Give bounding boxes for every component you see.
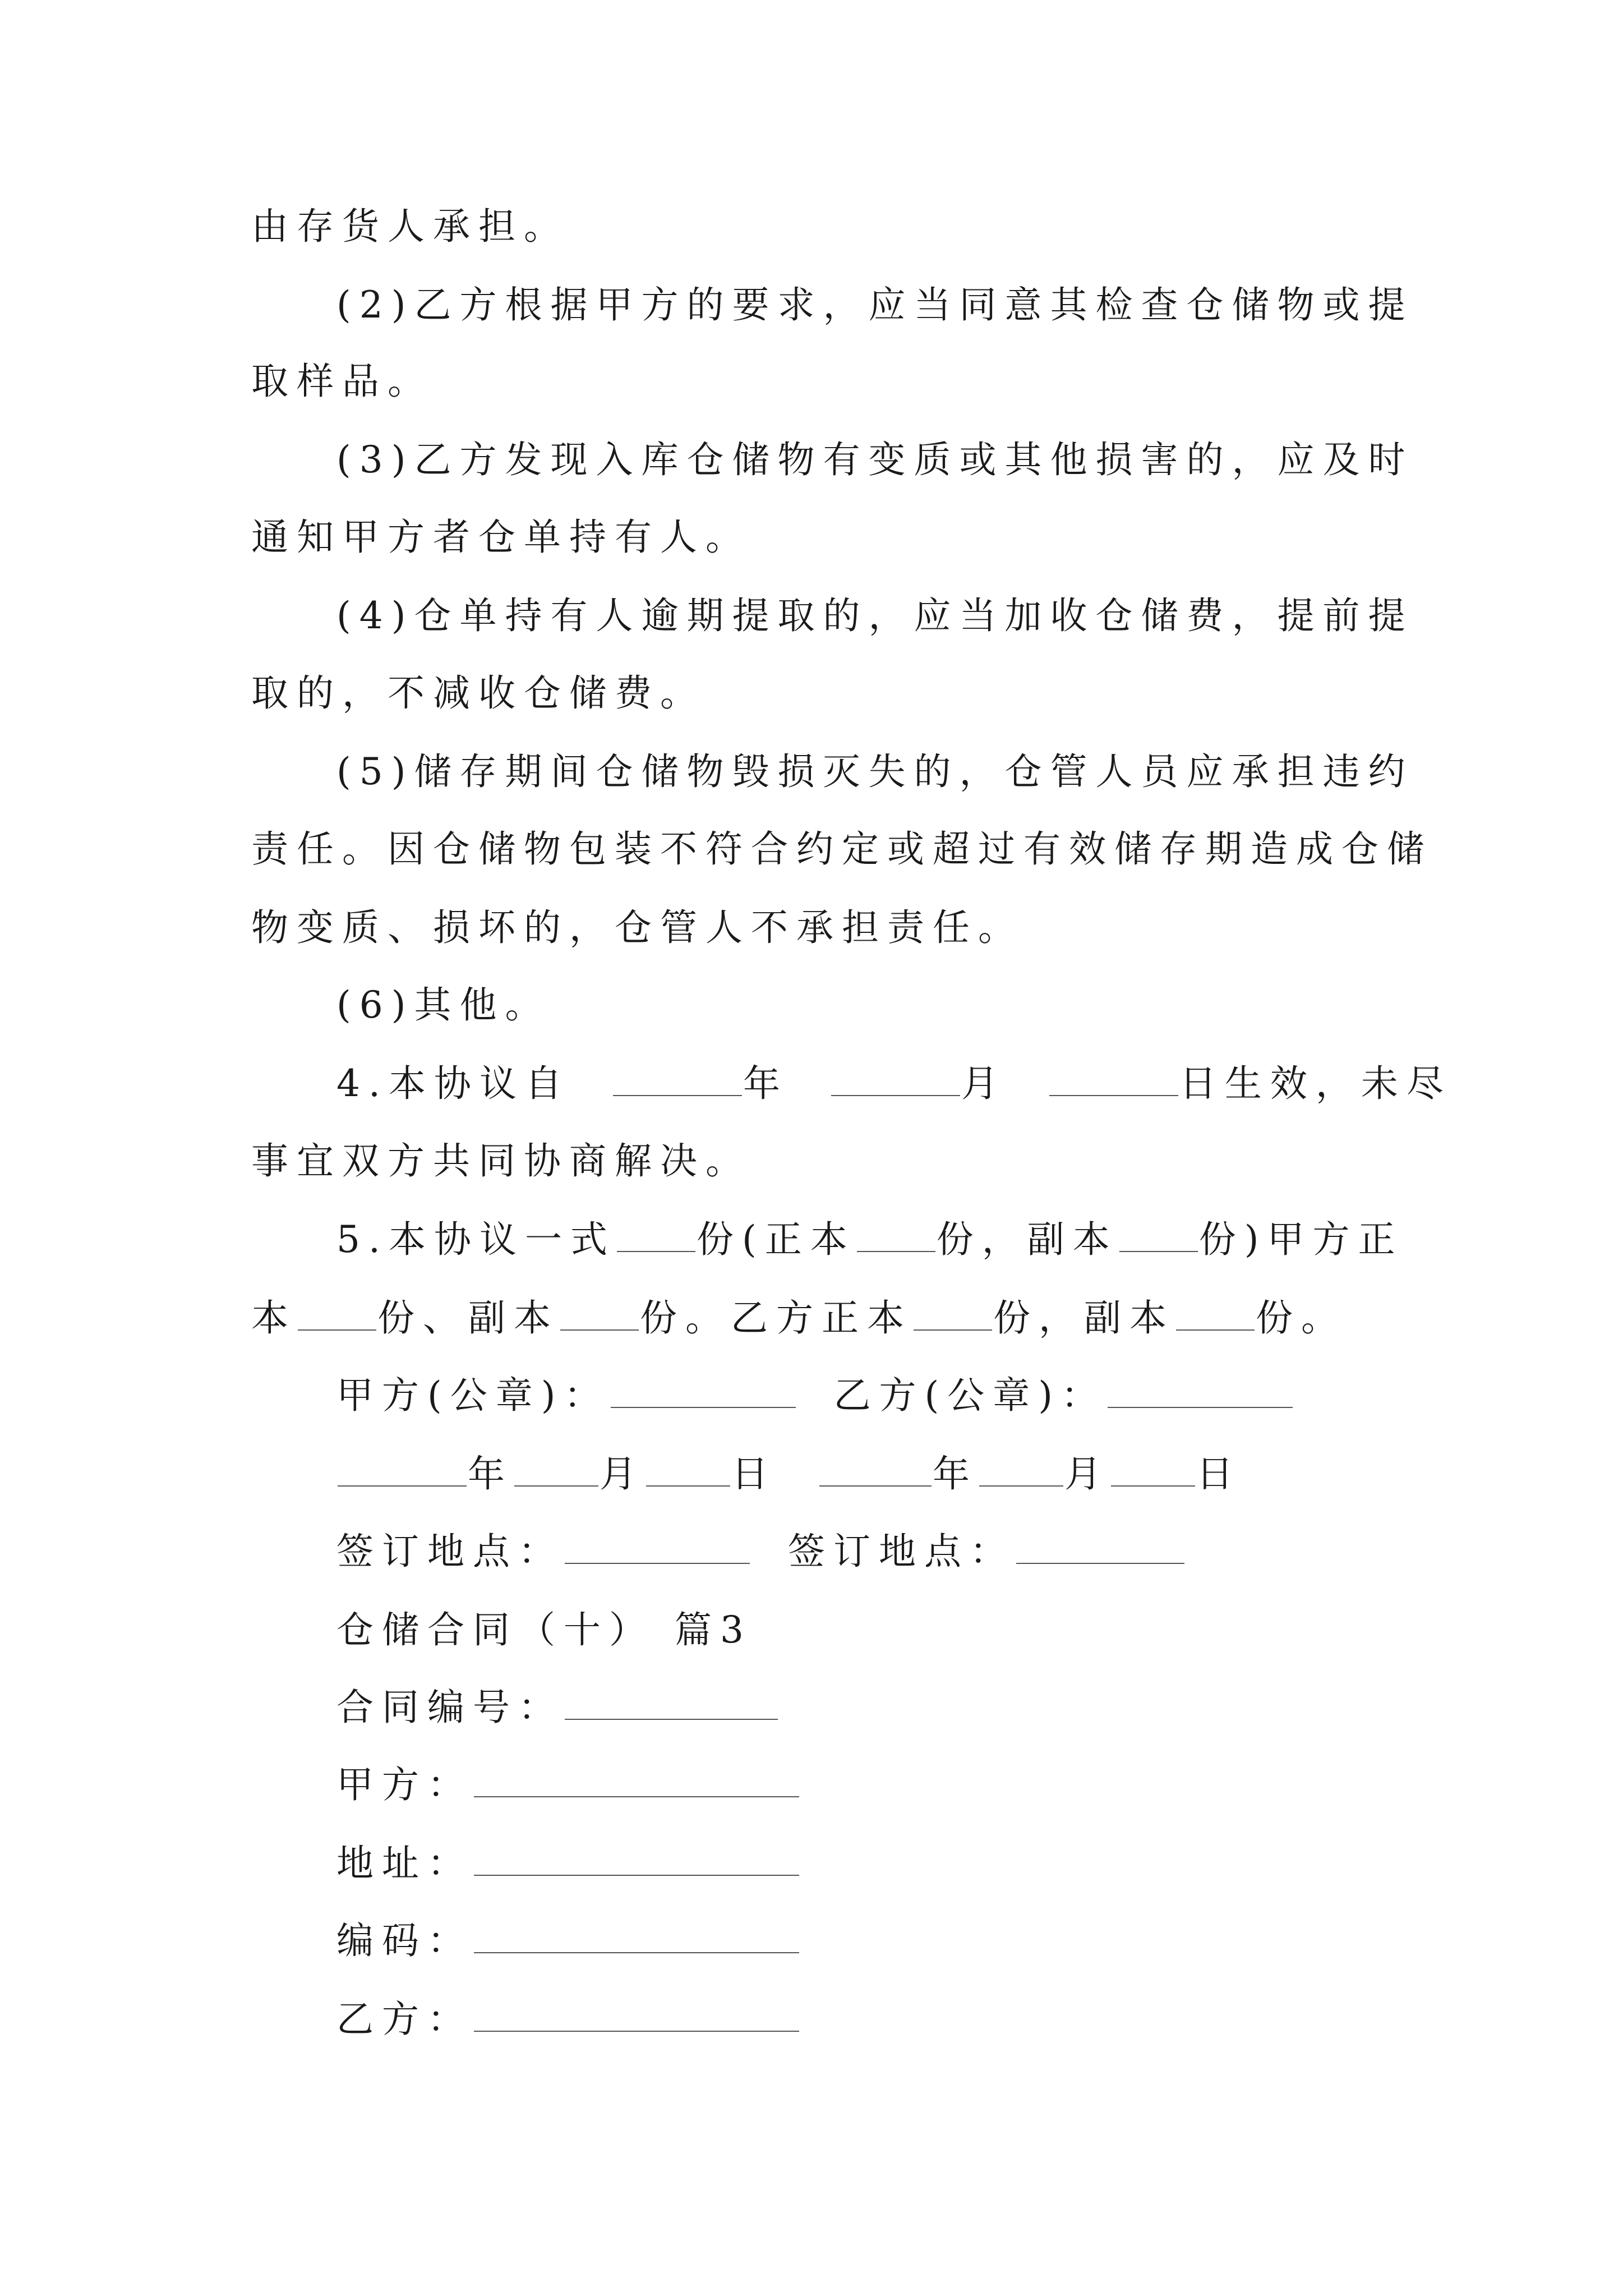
- party-b-day-blank: [1111, 1454, 1195, 1487]
- month-label: 月: [600, 1452, 645, 1496]
- clause-5-text: 份，副本: [936, 1218, 1118, 1261]
- party-a-label: 甲方：: [336, 1763, 473, 1806]
- party-a-place-label: 签订地点：: [336, 1530, 564, 1573]
- duplicates-blank: [1119, 1220, 1198, 1252]
- party-b-blank: [474, 1999, 799, 2032]
- address-line: [336, 1841, 800, 1886]
- clause-5-text: 份。乙方正本: [640, 1296, 912, 1340]
- party-a-place-blank: [565, 1531, 750, 1564]
- text-line: (4)仓单持有人逾期提取的，应当加收仓储费，提前提: [336, 594, 1414, 637]
- day-blank: [1049, 1064, 1178, 1096]
- clause-5-line: [336, 1217, 1403, 1262]
- section-title: 仓储合同（十） 篇3: [336, 1608, 752, 1651]
- code-line: [336, 1918, 800, 1963]
- party-b-place-blank: [1016, 1531, 1184, 1564]
- clause-5-text: 本: [251, 1296, 297, 1340]
- year-blank: [613, 1064, 742, 1096]
- year-label: 年: [468, 1452, 513, 1496]
- party-a-blank: [474, 1765, 799, 1797]
- party-b-seal-label: 乙方(公章)：: [833, 1374, 1106, 1417]
- contract-no-blank: [565, 1687, 778, 1720]
- text-line: 责任。因仓储物包装不符合约定或超过有效储存期造成仓储: [251, 827, 1432, 871]
- text-line: (3)乙方发现入库仓储物有变质或其他损害的，应及时: [336, 438, 1414, 481]
- text-line: 事宜双方共同协商解决。: [251, 1139, 751, 1182]
- clause-5-text: 份、副本: [377, 1296, 559, 1340]
- text-line: 取的，不减收仓储费。: [251, 671, 706, 715]
- party-b-originals-blank: [914, 1298, 992, 1331]
- text-line: 物变质、损坏的，仓管人不承担责任。: [251, 906, 1023, 949]
- clause-5-text: 5.本协议一式: [336, 1218, 616, 1261]
- text-line: (6)其他。: [336, 983, 551, 1027]
- originals-blank: [857, 1220, 935, 1252]
- contract-no-label: 合同编号：: [336, 1686, 564, 1729]
- party-a-originals-blank: [298, 1298, 376, 1331]
- party-a-line: [336, 1763, 800, 1807]
- party-a-seal-blank: [611, 1375, 796, 1408]
- seal-line: [336, 1373, 1294, 1418]
- year-label: 年: [743, 1062, 789, 1105]
- address-blank: [474, 1843, 799, 1876]
- month-label: 月: [1064, 1452, 1110, 1496]
- address-label: 地址：: [336, 1842, 473, 1885]
- clause-5-text: 份。: [1256, 1296, 1347, 1340]
- contract-no-line: [336, 1685, 779, 1730]
- party-b-month-blank: [979, 1454, 1063, 1487]
- clause-4-line: [336, 1061, 1452, 1106]
- sign-place-line: [336, 1529, 1186, 1574]
- party-b-place-label: 签订地点：: [787, 1530, 1015, 1573]
- text-line: 由存货人承担。: [251, 205, 569, 248]
- party-a-seal-label: 甲方(公章)：: [336, 1374, 610, 1417]
- year-label: 年: [932, 1452, 978, 1496]
- text-line: (5)储存期间仓储物毁损灭失的，仓管人员应承担违约: [336, 750, 1414, 793]
- text-line: 通知甲方者仓单持有人。: [251, 516, 751, 559]
- clause-5-text: 份，副本: [993, 1296, 1175, 1340]
- clause-5-line-2: [251, 1296, 1347, 1341]
- day-label: 日: [731, 1452, 777, 1496]
- clause-4-prefix: 4.本协议自: [336, 1062, 570, 1105]
- party-b-label: 乙方：: [336, 1998, 473, 2041]
- text-line: 取样品。: [251, 360, 433, 403]
- month-blank: [831, 1064, 960, 1096]
- party-b-year-blank: [819, 1454, 932, 1487]
- party-b-duplicates-blank: [1176, 1298, 1255, 1331]
- day-rest-label: 日生效，未尽: [1179, 1062, 1452, 1105]
- clause-5-text: 份(正本: [696, 1218, 856, 1261]
- party-b-seal-blank: [1108, 1375, 1293, 1408]
- sign-date-line: [336, 1452, 1242, 1497]
- clause-5-text: 份)甲方正: [1198, 1218, 1404, 1261]
- party-a-day-blank: [646, 1454, 730, 1487]
- party-a-month-blank: [514, 1454, 598, 1487]
- party-b-line: [336, 1997, 800, 2042]
- text-line: (2)乙方根据甲方的要求，应当同意其检查仓储物或提: [336, 283, 1414, 326]
- month-label: 月: [961, 1062, 1007, 1105]
- copies-blank: [617, 1220, 695, 1252]
- code-blank: [474, 1921, 799, 1953]
- day-label: 日: [1196, 1452, 1242, 1496]
- party-a-duplicates-blank: [560, 1298, 639, 1331]
- party-a-year-blank: [338, 1454, 467, 1487]
- code-label: 编码：: [336, 1919, 473, 1962]
